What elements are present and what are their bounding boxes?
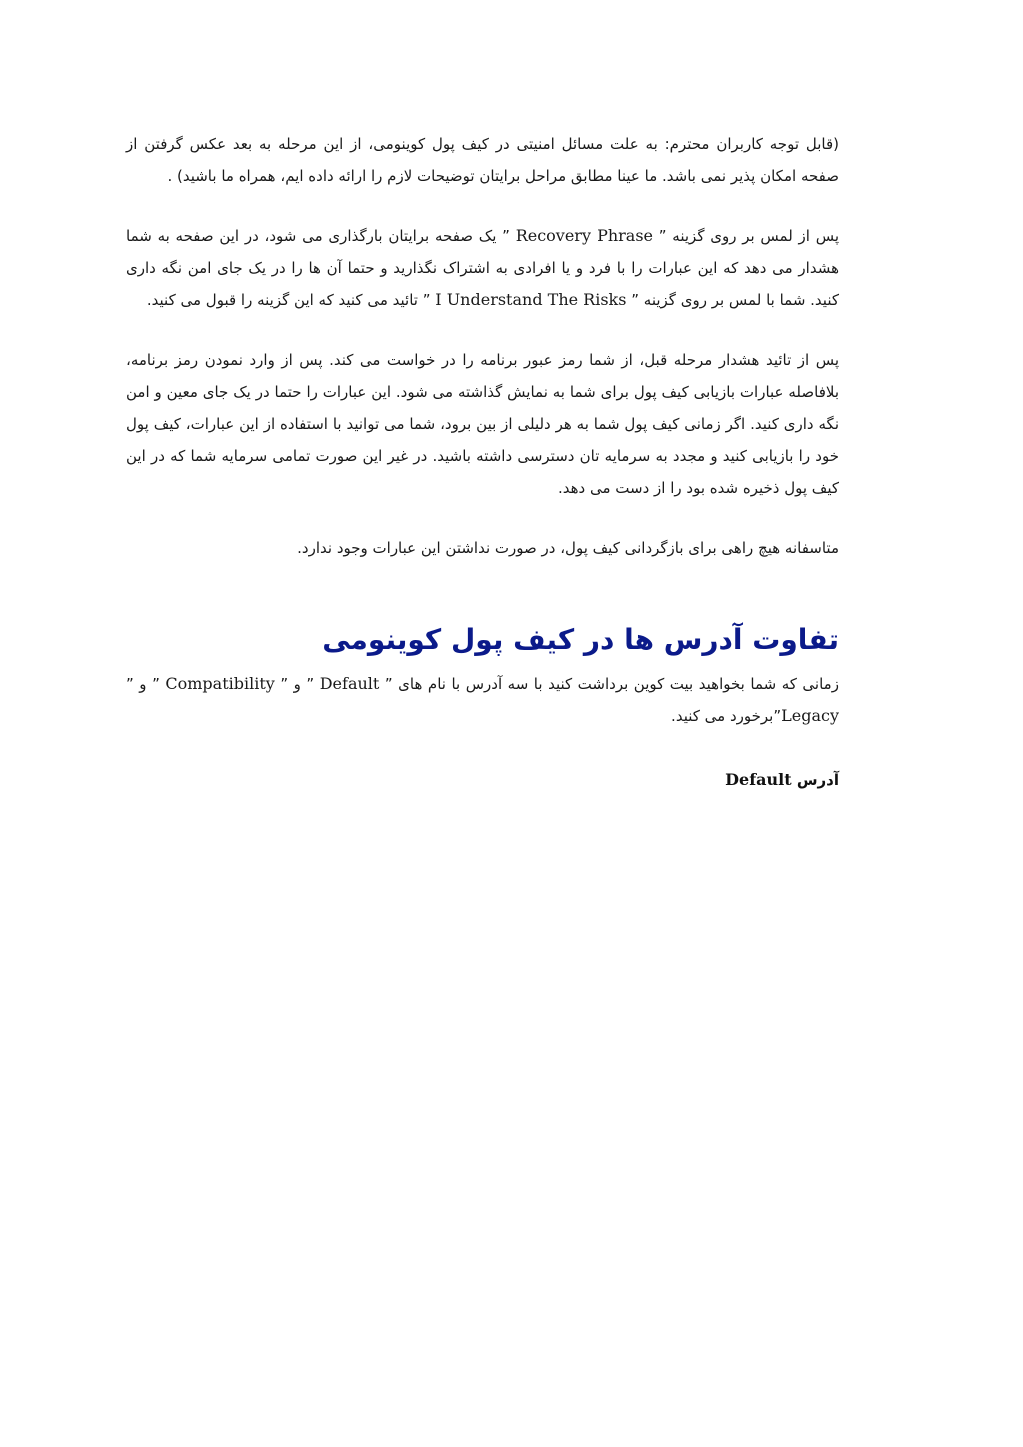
paragraph-warning — [126, 532, 839, 564]
intro-text-part: زمانی که شما بخواهید بیت کوین برداشت کنید با سه آدرس با نام های ” — [384, 675, 839, 693]
subheading-fa: آدرس — [796, 771, 839, 789]
paragraph-text-part: پس از لمس بر روی گزینه ” — [658, 227, 839, 245]
address-type-default: Default — [319, 674, 380, 693]
subheading-en: Default — [725, 770, 792, 789]
option-name-recovery-phrase: Recovery Phrase — [515, 226, 654, 245]
paragraph-text: متاسفانه هیچ راهی برای بازگردانی کیف پول، در صورت نداشتن این عبارات وجود ندارد. — [297, 539, 839, 557]
paragraph-screenshot-notice — [126, 128, 839, 192]
option-name-understand-risks: I Understand The Risks — [435, 290, 627, 309]
address-type-legacy: Legacy — [781, 706, 839, 725]
paragraph-text-part: ” تائید می کنید که این گزینه را قبول می کنید. — [146, 291, 431, 309]
section-intro — [126, 668, 839, 732]
paragraph-password-step — [126, 344, 839, 504]
paragraph-text-part: ” یک صفحه برایتان بارگذاری می شود، در این صفحه به شما هشدار می دهد که این عبارات را با فرد و یا افرادی به اشتراک نگذارید و حتما آن ها را در یک جای امن نگه داری کنید. شما با لمس بر روی گزینه ” — [126, 227, 839, 309]
paragraph-text: (قابل توجه کاربران محترم: به علت مسائل امنیتی در کیف پول کوینومی، از این مرحله به بعد عکس گرفتن از صفحه امکان پذیر نمی باشد. ما عینا مطابق مراحل برایتان توضیحات لازم را ارائه داده ایم، همراه ما باشید) . — [126, 135, 839, 185]
paragraph-recovery-phrase — [126, 220, 839, 316]
paragraph-text: پس از تائید هشدار مرحله قبل، از شما رمز عبور برنامه را در خواست می کند. پس از وارد نمودن رمز برنامه، بلافاصله عبارات بازیابی کیف پول برای شما به نمایش گذاشته می شود. این عبارات را حتما در یک جای معین و امن نگه داری کنید. اگر زمانی کیف پول شما به هر دلیلی از بین برود، شما می توانید با استفاده از این عبارات، کیف پول خود را بازیابی کنید و مجدد به سرمایه تان دسترسی داشته باشید. در غیر این صورت تمامی سرمایه شما که در این کیف پول ذخیره شده بود را از دست می دهد. — [126, 351, 839, 497]
section-heading: تفاوت آدرس ها در کیف پول کوینومی — [322, 623, 839, 656]
document-page — [126, 128, 839, 794]
address-type-compatibility: Compatibility — [165, 674, 275, 693]
intro-text-part: ” و ” — [126, 675, 160, 693]
intro-text-part: ”برخورد می کنید. — [671, 707, 782, 725]
subsection-heading — [126, 766, 839, 794]
intro-text-part: ” و ” — [280, 675, 315, 693]
